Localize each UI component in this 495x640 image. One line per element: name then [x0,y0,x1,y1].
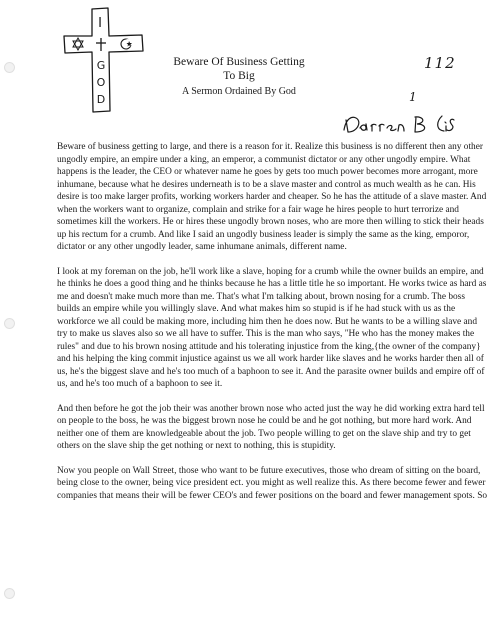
cross-letter-o: O [96,76,106,89]
sermon-header [150,55,328,98]
star-of-david-icon [73,38,83,50]
binder-hole [4,588,15,599]
title-line-1: Beware Of Business Getting [173,56,305,68]
binder-hole [4,318,15,329]
title-line-2: To Big [223,70,255,82]
cross-letter-i: I [98,16,102,31]
subtitle: A Sermon Ordained By God [182,86,296,97]
binder-hole [4,62,15,73]
cross-letter-d: D [96,93,106,106]
paragraph: Beware of business getting to large, and there is a reason for it. Realize this business is no different then any other ungodly empire, an empire under a king, an emperor, a communist dictator or any other ungodly empire. What happens is the leader, the CEO or whatever name he goes by gets too much power becomes more arrogant, more inhumane, because what he desires underneath is to be a slave master and control as much wealth as he can. His desire is too make larger profits, working workers harder and cheaper. So he has the attitude of a slave master. And when the workers want to organize, complain and strike for a fair wage he hires people to hurt terrorize and sometimes kill the workers. He or hires these ungodly brown noses, who are more then willing to stick their heads up his rectum for a crumb. And like I said an ungodly business leader is simply the same as the king, emporor, dictator or any other ungodly leader, same inhumane animals, different name. [57,142,487,252]
small-cross-icon [96,38,106,51]
paragraph: Now you people on Wall Street, those who want to be future executives, those who dream of sitting on the board, being close to the owner, being vice president ect. you might as well realize this. As there become fewer and fewer companies that means their will be fewer CEO's and fewer positions on the board and fewer management spots. So [57,465,488,501]
handwritten-signature [342,112,492,136]
handwritten-page-number: 112 [424,54,456,72]
cross-logo-icon [62,6,146,114]
handwritten-mark: 1 [409,90,417,104]
crescent-icon [121,39,132,49]
paragraph: And then before he got the job their was another brown nose who acted just the way he did working extra hard tell on people to the boss, he was the biggest brown nose he could be and he got nothing, but more hard work. And neither one of them are knowledgeable about the job. Two people willing to get on the slave ship and try to get others on the slave ship the get nothing or next to nothing, this is stupidity. [57,403,485,451]
cross-letter-g: G [96,59,106,72]
sermon-body [57,141,489,514]
paragraph: I look at my foreman on the job, he'll work like a slave, hoping for a crumb while the owner builds an empire, and he thinks he does a good thing and he thinks because he has a little title he so important. He works twice as hard as me and doesn't make much more than me. That's what I'm talking about, brown nosing for a crumb. The boss builds an empire while you willingly slave. And what makes him so stupid is if he had stuck with us as the workforce we all could be making more, including him then he does now. But he wants to be a willing slave and try to make us slaves also so we all have to suffer. This is the man who says, "He who has the money makes the rules" and due to his brown nosing attitude and his tolerating injustice from the king,{the owner of the company} and his helping the king commit injustice against us we all work harder like slaves and he works harder then all of us, he's the biggest slave and he's too much of a baphoon to see it. And the parasite owner builds and empire off of us, and he's too much of a baphoon to see it. [57,266,487,389]
